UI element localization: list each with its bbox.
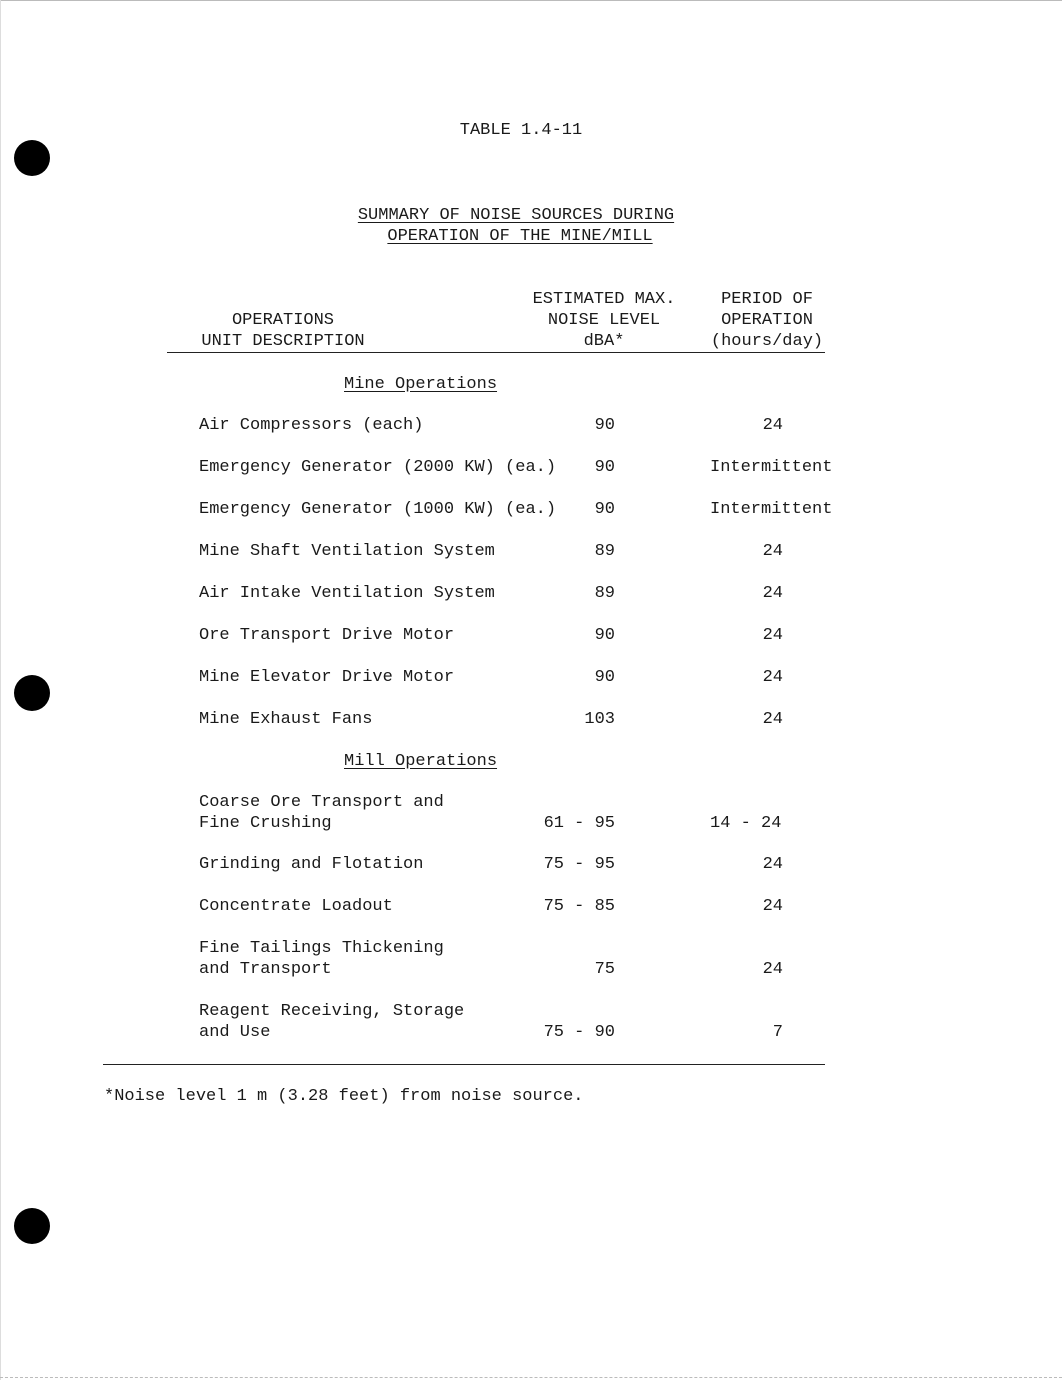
header-dba: dBA*	[583, 332, 625, 351]
table-row-noise: 89	[594, 584, 615, 603]
header-period-of: PERIOD OF	[721, 290, 813, 309]
table-row-period: 14 - 24	[710, 814, 782, 833]
table-number: TABLE 1.4-11	[459, 121, 583, 140]
table-row-period: 24	[762, 626, 783, 645]
table-row-noise: 90	[594, 458, 615, 477]
header-estimated-max: ESTIMATED MAX.	[532, 290, 676, 309]
table-row-noise: 90	[594, 500, 615, 519]
table-row-period: 24	[762, 855, 783, 874]
table-title-line-1: SUMMARY OF NOISE SOURCES DURING	[357, 206, 675, 225]
table-row-noise: 90	[594, 626, 615, 645]
table-row-period: 24	[762, 710, 783, 729]
header-rule	[167, 352, 825, 353]
binder-hole-punch	[14, 1208, 50, 1244]
table-row-noise: 90	[594, 416, 615, 435]
table-row-noise: 89	[594, 542, 615, 561]
table-row-description: Reagent Receiving, Storage	[199, 1002, 465, 1021]
header-hours-per-day: (hours/day)	[710, 332, 824, 351]
table-row-noise: 75 - 95	[543, 855, 615, 874]
page-edge-top	[0, 0, 1062, 1]
table-row-period: 24	[762, 416, 783, 435]
table-row-noise: 75 - 85	[543, 897, 615, 916]
header-unit-description: UNIT DESCRIPTION	[201, 332, 365, 351]
table-row-description: Grinding and Flotation	[199, 855, 424, 874]
table-row-noise: 75 - 90	[543, 1023, 615, 1042]
table-row-noise: 75	[594, 960, 615, 979]
header-operations: OPERATIONS	[231, 311, 335, 330]
table-row-noise: 61 - 95	[543, 814, 615, 833]
footer-rule	[103, 1064, 825, 1065]
table-row-period: 24	[762, 542, 783, 561]
page-edge-bottom	[0, 1377, 1062, 1378]
table-row-description: Mine Elevator Drive Motor	[199, 668, 455, 687]
header-noise-level: NOISE LEVEL	[547, 311, 661, 330]
footnote: *Noise level 1 m (3.28 feet) from noise source.	[104, 1087, 584, 1106]
section-heading-mine: Mine Operations	[344, 375, 498, 394]
binder-hole-punch	[14, 675, 50, 711]
table-row-description: Air Intake Ventilation System	[199, 584, 495, 603]
table-row-description: Mine Shaft Ventilation System	[199, 542, 495, 561]
table-row-description: Air Compressors (each)	[199, 416, 424, 435]
table-row-description: Mine Exhaust Fans	[199, 710, 373, 729]
table-row-period: 24	[762, 668, 783, 687]
table-row-period: 24	[762, 960, 783, 979]
binder-hole-punch	[14, 140, 50, 176]
table-row-period: Intermittent	[710, 458, 833, 477]
table-row-description: Ore Transport Drive Motor	[199, 626, 455, 645]
table-row-period: 24	[762, 584, 783, 603]
table-row-description-cont: and Use	[199, 1023, 271, 1042]
table-title-line-2: OPERATION OF THE MINE/MILL	[387, 227, 653, 246]
table-row-period: 24	[762, 897, 783, 916]
header-operation: OPERATION	[721, 311, 813, 330]
table-row-period: Intermittent	[710, 500, 833, 519]
table-row-noise: 103	[584, 710, 615, 729]
table-row-description: Fine Tailings Thickening	[199, 939, 444, 958]
section-heading-mill: Mill Operations	[344, 752, 498, 771]
table-row-description-cont: Fine Crushing	[199, 814, 332, 833]
table-row-description: Concentrate Loadout	[199, 897, 393, 916]
table-row-description: Emergency Generator (1000 KW) (ea.)	[199, 500, 557, 519]
table-row-period: 7	[772, 1023, 783, 1042]
table-row-description-cont: and Transport	[199, 960, 332, 979]
table-row-description: Emergency Generator (2000 KW) (ea.)	[199, 458, 557, 477]
table-row-description: Coarse Ore Transport and	[199, 793, 444, 812]
table-row-noise: 90	[594, 668, 615, 687]
